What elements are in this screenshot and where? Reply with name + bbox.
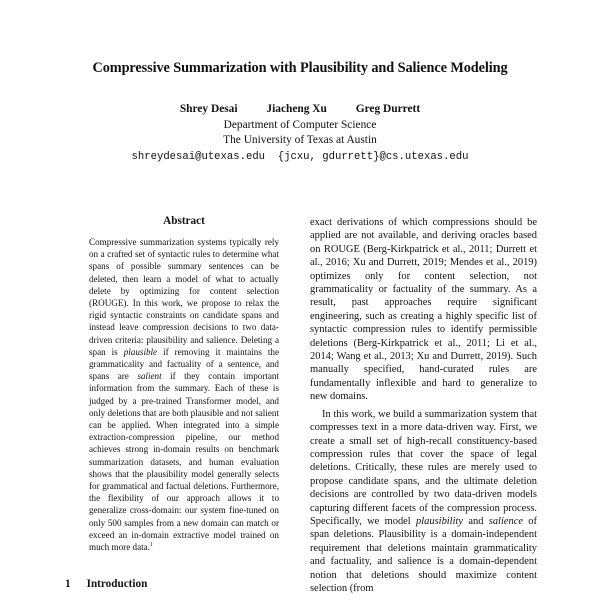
author-name: Shrey Desai bbox=[179, 103, 238, 115]
section-heading-introduction bbox=[65, 578, 147, 590]
paper-title: Compressive Summarization with Plausibility and Salience Modeling bbox=[92, 60, 508, 76]
right-column-body bbox=[310, 216, 537, 595]
body-emphasis: salience bbox=[488, 515, 523, 527]
abstract-body bbox=[89, 236, 279, 553]
affiliation-department: Department of Computer Science bbox=[223, 119, 377, 131]
abstract-emphasis: salient bbox=[137, 371, 162, 382]
author-name: Jiacheng Xu bbox=[266, 103, 327, 115]
body-paragraph bbox=[310, 408, 537, 596]
body-paragraph: exact derivations of which compressions should be applied are not available, and deriving oracles based on ROUGE (Berg-Kirkpatrick et al., 2011; Durrett et al., 2016; Xu and Durrett, 2019; Mendes et al., 2019) optimizes only for content selection, not grammaticality or factuality of the summary. As a result, past approaches require significant engineering, such as creating a highly specific list of syntactic compression rules to identify permissible deletions (Berg-Kirkpatrick et al., 2011; Li et al., 2014; Wang et al., 2013; Xu and Durrett, 2019). Such manually specified, hand-curated rules are fundamentally inflexible and hard to generalize to new domains. bbox=[310, 217, 537, 403]
abstract-emphasis: plausible bbox=[123, 346, 158, 357]
affiliation-university: The University of Texas at Austin bbox=[223, 134, 377, 146]
author-emails: shreydesai@utexas.edu {jcxu, gdurrett}@cs.utexas.edu bbox=[131, 151, 469, 163]
abstract-text: if they contain important information from the summary. Each of these is judged by a pre-trained Transformer model, and only deletions that are both plausible and not salient can be applied. When integrated into a simple extraction-compression pipeline, our method achieves strong in-domain results on benchmark summarization datasets, and human evaluation shows that the plausibility model generally selects for grammatical and factual deletions. Furthermore, the flexibility of our approach allows it to generalize cross-domain: our system fine-tuned on only 500 samples from a new domain can match or exceed an in-domain extractive model trained on much more data. bbox=[89, 371, 280, 553]
author-name: Greg Durrett bbox=[355, 103, 421, 115]
author-list bbox=[0, 103, 600, 115]
body-text: In this work, we build a summarization system that compresses text in a more data-driven way. First, we create a small set of high-recall constituency-based compression rules that cover the space of legal deletions. Critically, these rules are merely used to propose candidate spans, and the ultimate deletion decisions are controlled by two data-driven models capturing different facets of the compression process. Specifically, we model bbox=[310, 408, 537, 527]
abstract-heading: Abstract bbox=[163, 215, 205, 227]
footnote-mark: 1 bbox=[149, 542, 153, 549]
section-title: Introduction bbox=[86, 578, 148, 590]
body-text: of span deletions. Plausibility is a domain-independent requirement that deletions maintain grammaticality and factuality, and salience is a domain-dependent notion that deletions should maximize content selection (from bbox=[310, 515, 537, 594]
abstract-text: Compressive summarization systems typically rely on a crafted set of syntactic rules to determine what spans of possible summary sentences can be deleted, then learn a model of what to actually delete by optimizing for content selection (ROUGE). In this work, we propose to relax the rigid syntactic constraints on candidate spans and instead leave compression decisions to two data-driven criteria: plausibility and salience. Deleting a span is bbox=[89, 237, 279, 357]
body-text: and bbox=[463, 515, 489, 527]
body-emphasis: plausibility bbox=[416, 515, 464, 527]
abstract-text: if removing it maintains the grammaticality and factuality of a sentence, and spans are bbox=[89, 346, 279, 382]
section-number: 1 bbox=[65, 578, 71, 590]
